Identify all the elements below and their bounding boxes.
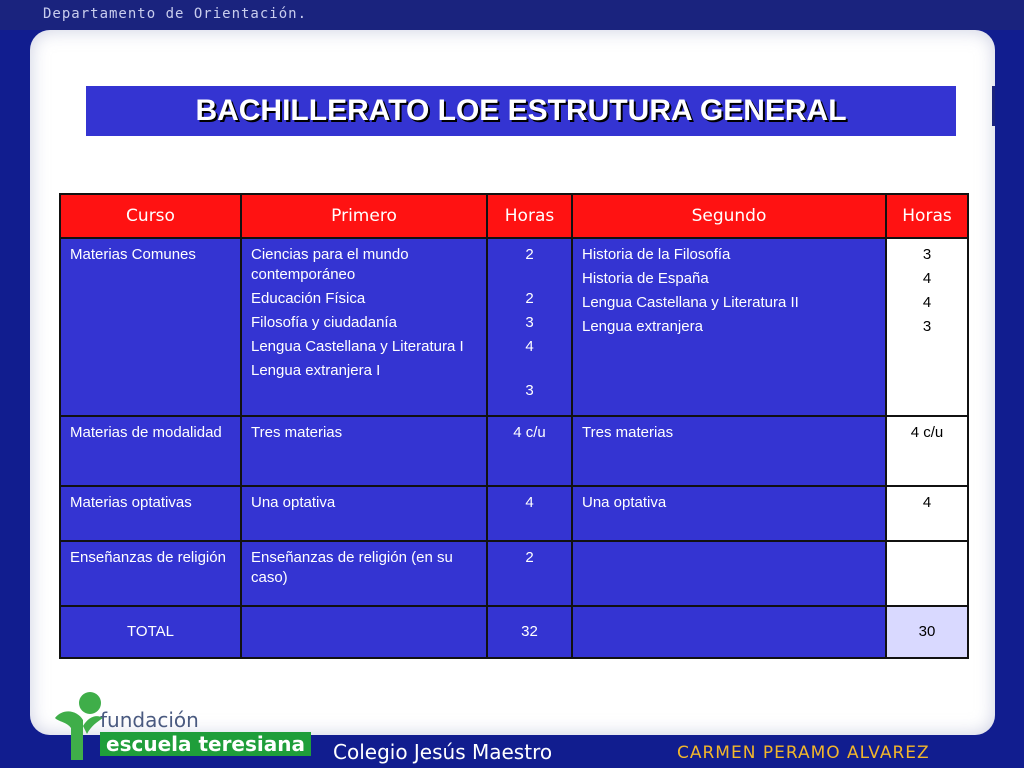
department-label: Departamento de Orientación.	[43, 6, 308, 22]
hours-value: 3	[922, 246, 932, 263]
total-primero-hours: 32	[487, 606, 572, 658]
list-item: Historia de la Filosofía	[582, 246, 731, 263]
list-item: Lengua extranjera I	[251, 362, 381, 379]
table-row	[60, 486, 968, 541]
list-item: Lengua extranjera	[582, 318, 703, 335]
school-name: Colegio Jesús Maestro	[333, 740, 553, 764]
hours-value: 2	[525, 290, 534, 307]
spacer	[497, 269, 562, 289]
table-row	[60, 238, 968, 416]
primero-hours: 2	[487, 541, 572, 606]
header-curso: Curso	[60, 194, 241, 238]
panel-edge-decoration	[992, 86, 995, 126]
primero-hours: 4 c/u	[487, 416, 572, 486]
segundo-subjects: Tres materias	[572, 416, 886, 486]
list-item: Lengua Castellana y Literatura II	[582, 294, 799, 311]
primero-subjects	[241, 606, 487, 658]
primero-hours	[487, 238, 572, 416]
row-label: Enseñanzas de religión	[60, 541, 241, 606]
hours-value: 4	[525, 338, 534, 355]
top-bar	[0, 0, 1024, 30]
primero-subjects	[241, 238, 487, 416]
total-segundo-hours: 30	[886, 606, 968, 658]
hours-value: 3	[525, 314, 534, 331]
header-horas-segundo: Horas	[886, 194, 968, 238]
segundo-hours: 4 c/u	[886, 416, 968, 486]
segundo-subjects	[572, 541, 886, 606]
page-title: BACHILLERATO LOE ESTRUTURA GENERAL	[195, 94, 847, 127]
primero-hours: 4	[487, 486, 572, 541]
segundo-subjects	[572, 238, 886, 416]
hours-value: 3	[922, 318, 932, 335]
list-item: Filosofía y ciudadanía	[251, 314, 397, 331]
table-header-row	[60, 194, 968, 238]
primero-subjects: Una optativa	[241, 486, 487, 541]
segundo-subjects: Una optativa	[572, 486, 886, 541]
list-item: Ciencias para el mundo contemporáneo	[251, 246, 409, 283]
row-label: Materias Comunes	[60, 238, 241, 416]
list-item: Historia de España	[582, 270, 709, 287]
hours-value: 2	[525, 246, 534, 263]
table-row-total	[60, 606, 968, 658]
list-item: Educación Física	[251, 290, 366, 307]
segundo-hours: 4	[886, 486, 968, 541]
segundo-hours	[886, 541, 968, 606]
segundo-hours	[886, 238, 968, 416]
logo-text-fundacion: fundación	[100, 708, 199, 732]
total-label: TOTAL	[60, 606, 241, 658]
list-item: Lengua Castellana y Literatura I	[251, 338, 464, 355]
table-row	[60, 416, 968, 486]
table-row	[60, 541, 968, 606]
structure-table	[59, 193, 969, 659]
hours-value: 4	[922, 270, 932, 287]
primero-subjects: Enseñanzas de religión (en su caso)	[241, 541, 487, 606]
segundo-subjects	[572, 606, 886, 658]
header-primero: Primero	[241, 194, 487, 238]
primero-subjects: Tres materias	[241, 416, 487, 486]
spacer	[497, 361, 562, 381]
row-label: Materias optativas	[60, 486, 241, 541]
hours-value: 4	[922, 294, 932, 311]
header-segundo: Segundo	[572, 194, 886, 238]
title-banner	[86, 86, 956, 136]
row-label: Materias de modalidad	[60, 416, 241, 486]
author-name: CARMEN PERAMO ALVAREZ	[677, 743, 930, 763]
hours-value: 3	[525, 382, 534, 399]
header-horas-primero: Horas	[487, 194, 572, 238]
logo-text-escuela: escuela teresiana	[100, 732, 311, 756]
